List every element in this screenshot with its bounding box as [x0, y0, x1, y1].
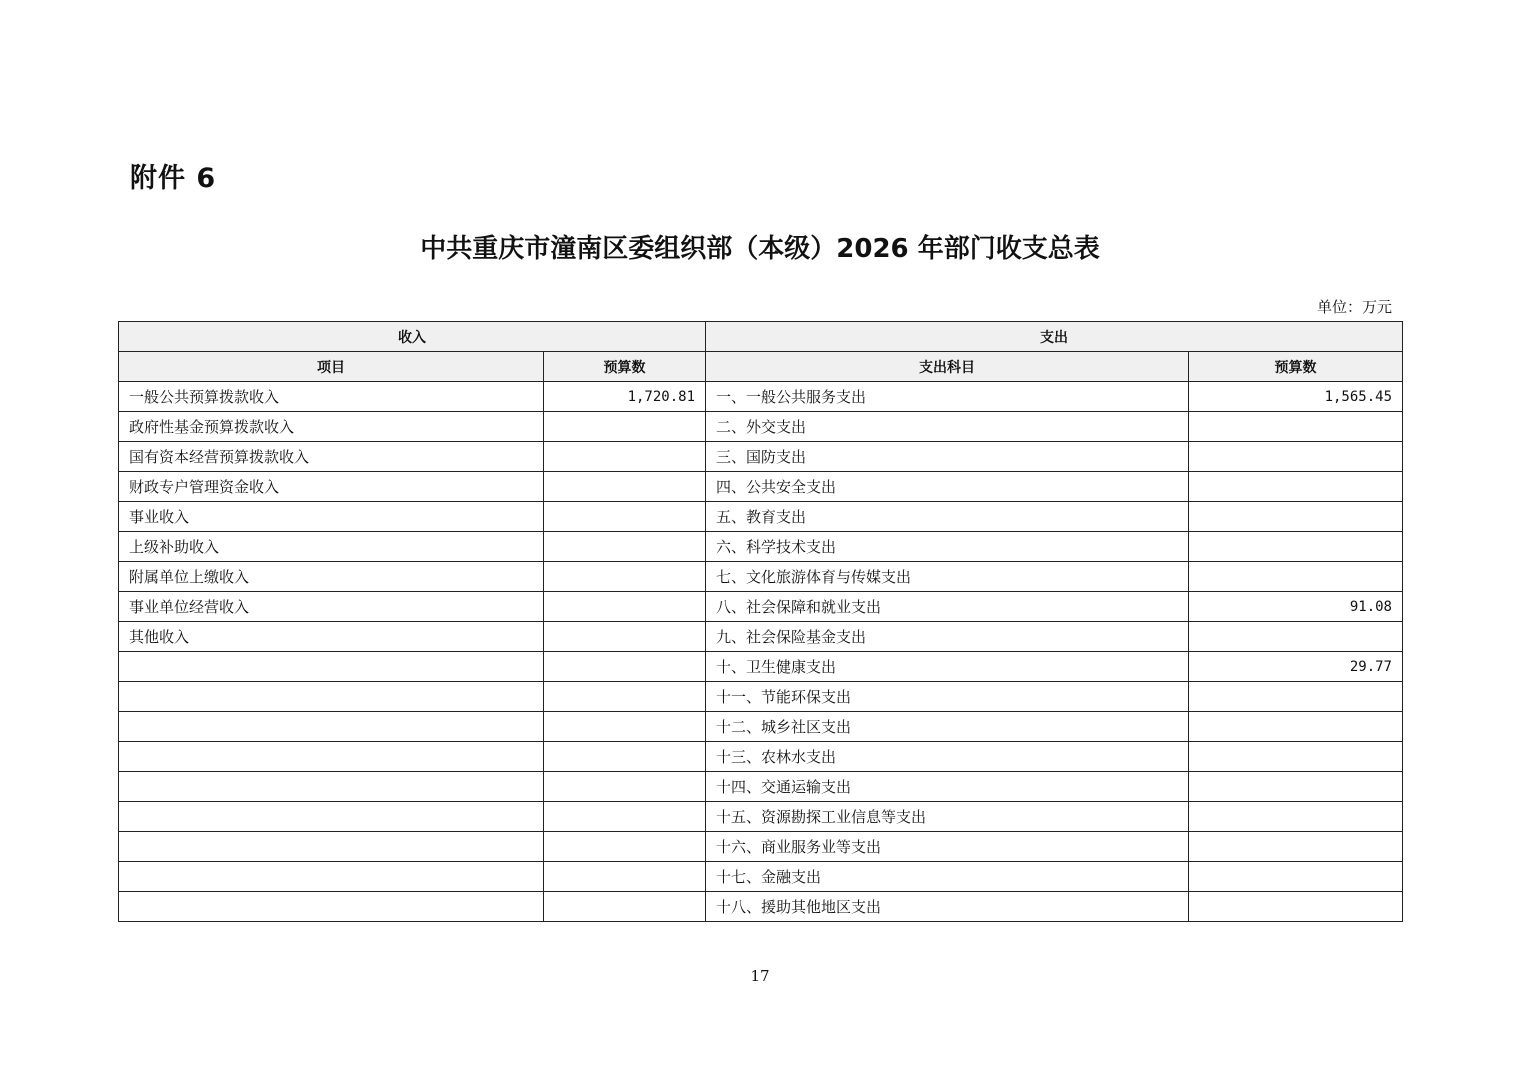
income-item-cell	[119, 652, 544, 682]
expense-amount-cell	[1189, 862, 1403, 892]
expense-amount-cell	[1189, 472, 1403, 502]
table-row	[119, 862, 1403, 892]
expense-item-cell: 八、社会保障和就业支出	[706, 592, 1189, 622]
expense-item-cell: 十一、节能环保支出	[706, 682, 1189, 712]
income-amount-cell	[544, 652, 706, 682]
table-row	[119, 622, 1403, 652]
table-row	[119, 652, 1403, 682]
expense-item-cell: 十、卫生健康支出	[706, 652, 1189, 682]
income-amount-cell	[544, 862, 706, 892]
expense-item-cell: 十四、交通运输支出	[706, 772, 1189, 802]
expense-item-cell: 三、国防支出	[706, 442, 1189, 472]
expense-item-cell: 十二、城乡社区支出	[706, 712, 1189, 742]
income-amount-cell: 1,720.81	[544, 382, 706, 412]
income-amount-cell	[544, 742, 706, 772]
income-item-cell	[119, 832, 544, 862]
expense-item-cell: 四、公共安全支出	[706, 472, 1189, 502]
table-row	[119, 532, 1403, 562]
income-item-cell: 财政专户管理资金收入	[119, 472, 544, 502]
expense-item-cell: 十八、援助其他地区支出	[706, 892, 1189, 922]
table-body	[119, 382, 1403, 922]
income-item-cell	[119, 772, 544, 802]
expense-amount-cell: 1,565.45	[1189, 382, 1403, 412]
expense-amount-cell	[1189, 892, 1403, 922]
income-amount-cell	[544, 472, 706, 502]
income-amount-cell	[544, 442, 706, 472]
expense-item-cell: 二、外交支出	[706, 412, 1189, 442]
expense-amount-cell	[1189, 802, 1403, 832]
expense-amount-cell	[1189, 832, 1403, 862]
expense-amount-cell	[1189, 532, 1403, 562]
income-amount-cell	[544, 412, 706, 442]
income-item-cell	[119, 862, 544, 892]
group-header-row	[119, 322, 1403, 352]
expense-amount-cell	[1189, 622, 1403, 652]
expense-item-cell: 七、文化旅游体育与传媒支出	[706, 562, 1189, 592]
table-row	[119, 832, 1403, 862]
expense-item-cell: 九、社会保险基金支出	[706, 622, 1189, 652]
income-item-cell	[119, 742, 544, 772]
expense-amount-cell	[1189, 562, 1403, 592]
table-row	[119, 502, 1403, 532]
expense-amount-cell	[1189, 682, 1403, 712]
expense-item-cell: 十五、资源勘探工业信息等支出	[706, 802, 1189, 832]
table-row	[119, 472, 1403, 502]
income-item-cell	[119, 892, 544, 922]
income-amount-cell	[544, 802, 706, 832]
income-amount-header: 预算数	[544, 352, 706, 382]
expense-amount-cell	[1189, 742, 1403, 772]
attachment-label: 附件 6	[130, 163, 217, 194]
table-row	[119, 562, 1403, 592]
income-item-cell: 事业单位经营收入	[119, 592, 544, 622]
expense-item-cell: 一、一般公共服务支出	[706, 382, 1189, 412]
table-row	[119, 382, 1403, 412]
expense-item-header: 支出科目	[706, 352, 1189, 382]
table-row	[119, 682, 1403, 712]
income-amount-cell	[544, 832, 706, 862]
expense-item-cell: 六、科学技术支出	[706, 532, 1189, 562]
income-amount-cell	[544, 622, 706, 652]
income-item-cell: 其他收入	[119, 622, 544, 652]
income-item-cell: 上级补助收入	[119, 532, 544, 562]
income-amount-cell	[544, 592, 706, 622]
income-item-cell	[119, 802, 544, 832]
income-amount-cell	[544, 682, 706, 712]
income-group-header: 收入	[119, 322, 706, 352]
table-row	[119, 772, 1403, 802]
income-item-cell: 国有资本经营预算拨款收入	[119, 442, 544, 472]
expense-item-cell: 五、教育支出	[706, 502, 1189, 532]
expense-amount-cell: 91.08	[1189, 592, 1403, 622]
income-amount-cell	[544, 532, 706, 562]
expense-amount-cell	[1189, 502, 1403, 532]
income-item-header: 项目	[119, 352, 544, 382]
income-item-cell: 附属单位上缴收入	[119, 562, 544, 592]
expense-amount-cell	[1189, 442, 1403, 472]
table-row	[119, 712, 1403, 742]
expense-amount-cell	[1189, 412, 1403, 442]
table-row	[119, 892, 1403, 922]
income-amount-cell	[544, 892, 706, 922]
income-item-cell	[119, 682, 544, 712]
expense-item-cell: 十七、金融支出	[706, 862, 1189, 892]
income-amount-cell	[544, 562, 706, 592]
table-row	[119, 592, 1403, 622]
expense-amount-cell: 29.77	[1189, 652, 1403, 682]
table-row	[119, 412, 1403, 442]
income-amount-cell	[544, 712, 706, 742]
income-item-cell	[119, 712, 544, 742]
expense-group-header: 支出	[706, 322, 1403, 352]
expense-amount-cell	[1189, 712, 1403, 742]
income-amount-cell	[544, 502, 706, 532]
expense-amount-header: 预算数	[1189, 352, 1403, 382]
expense-item-cell: 十三、农林水支出	[706, 742, 1189, 772]
document-title: 中共重庆市潼南区委组织部（本级）2026 年部门收支总表	[420, 234, 1100, 264]
table-row	[119, 442, 1403, 472]
income-item-cell: 一般公共预算拨款收入	[119, 382, 544, 412]
expense-item-cell: 十六、商业服务业等支出	[706, 832, 1189, 862]
column-header-row	[119, 352, 1403, 382]
income-item-cell: 政府性基金预算拨款收入	[119, 412, 544, 442]
table-row	[119, 742, 1403, 772]
income-item-cell: 事业收入	[119, 502, 544, 532]
expense-amount-cell	[1189, 772, 1403, 802]
table-row	[119, 802, 1403, 832]
page-number: 17	[750, 967, 770, 985]
unit-label: 单位：万元	[1316, 298, 1392, 316]
budget-table	[118, 321, 1403, 922]
income-amount-cell	[544, 772, 706, 802]
